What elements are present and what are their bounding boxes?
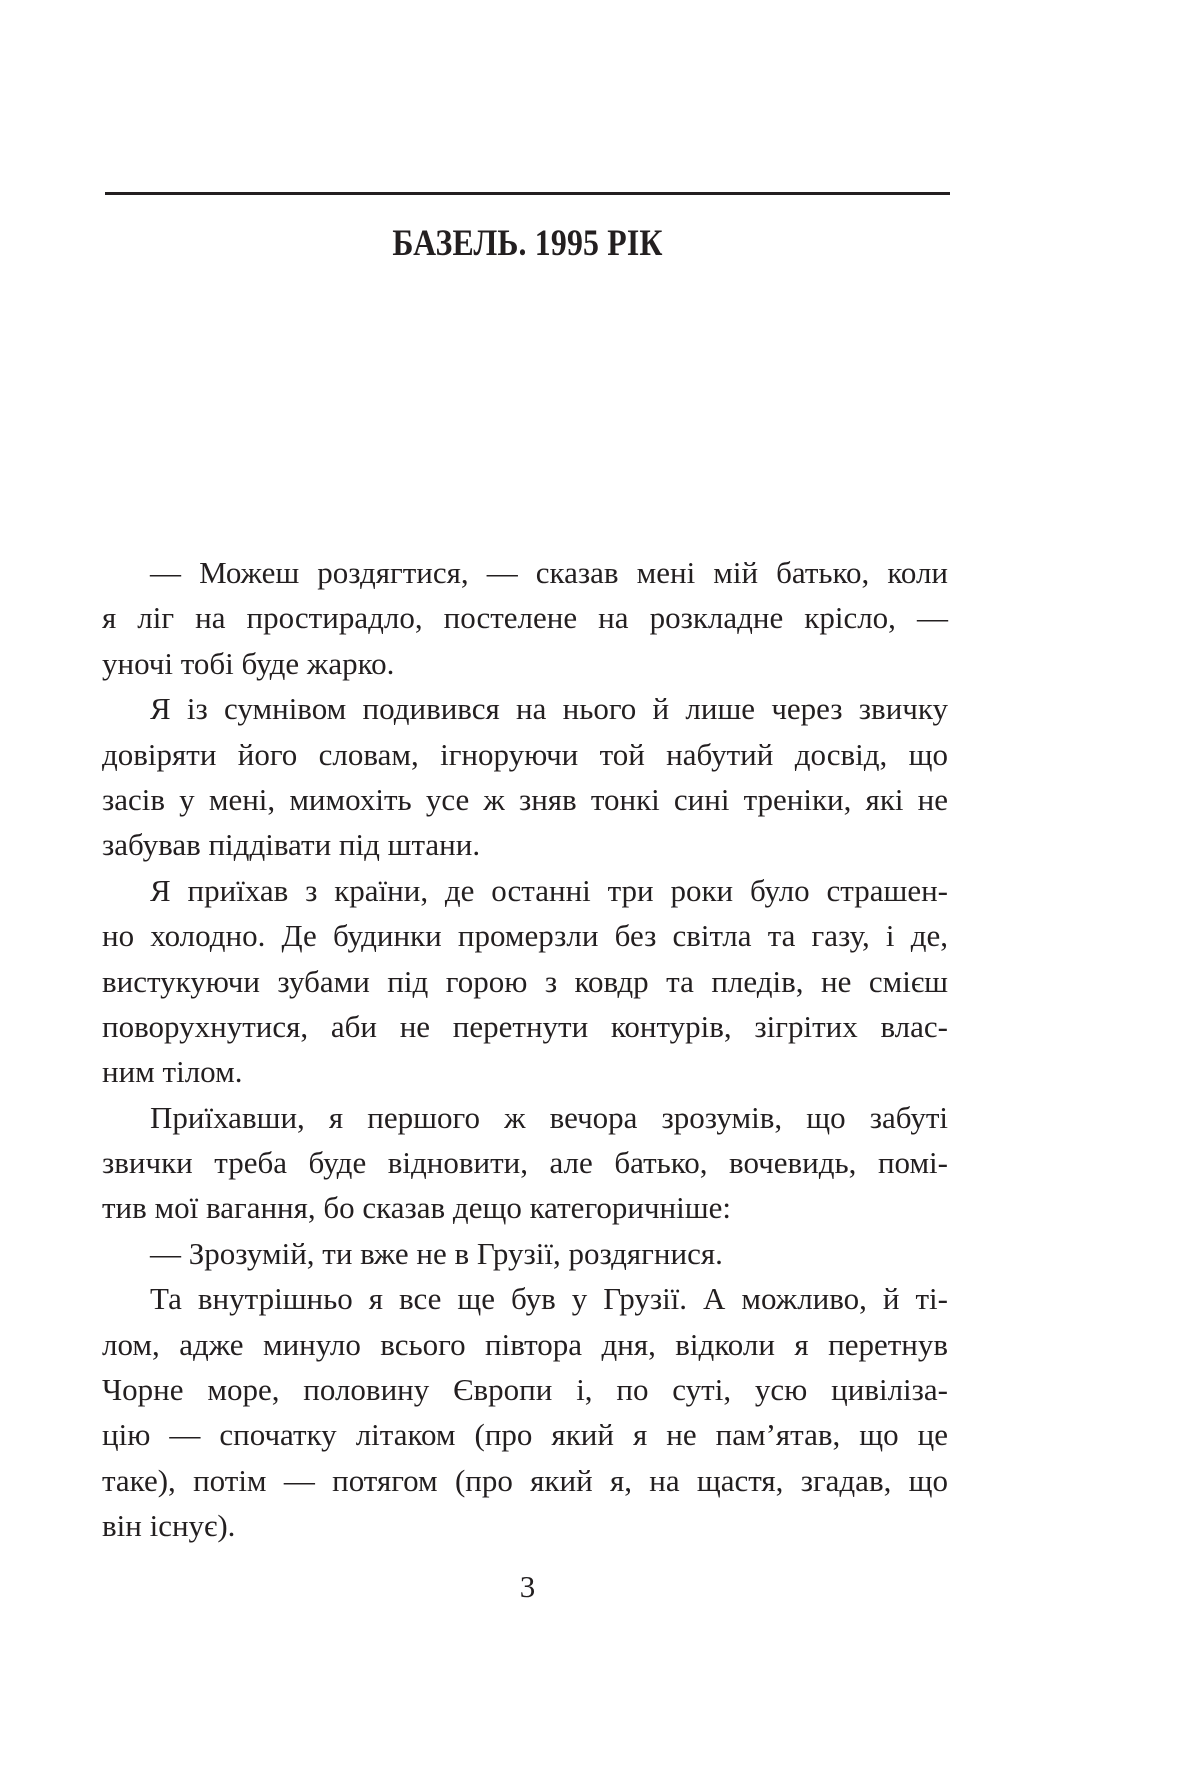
- text-line: ним тілом.: [102, 1054, 243, 1090]
- text-line: поворухнутися, аби не перетнути контурів, зігрітих влас-: [102, 1008, 948, 1044]
- text-line: довіряти його словам, ігноруючи той набутий досвід, що: [102, 736, 948, 772]
- chapter-top-rule: [105, 192, 950, 195]
- text-line: цію — спочатку літаком (про який я не пам’ятав, що це: [102, 1417, 948, 1453]
- paragraph-1: [102, 550, 948, 686]
- text-line: засів у мені, мимохіть усе ж зняв тонкі сині треніки, які не: [102, 781, 948, 817]
- text-line: но холодно. Де будинки промерзли без світла та газу, і де,: [102, 918, 948, 954]
- text-line: — Можеш роздягтися, — сказав мені мій батько, коли: [150, 555, 948, 590]
- text-line: таке), потім — потягом (про який я, на щастя, згадав, що: [102, 1462, 948, 1498]
- text-line: лом, адже минуло всього півтора дня, відколи я перетнув: [102, 1326, 948, 1362]
- paragraph-2: [102, 686, 948, 868]
- chapter-title: БАЗЕЛЬ. 1995 РІК: [392, 223, 663, 264]
- text-line: Я із сумнівом подивився на нього й лише через звичку: [150, 691, 948, 727]
- text-line: він існує).: [102, 1508, 236, 1544]
- text-line: звички треба буде відновити, але батько, вочевидь, помі-: [102, 1145, 948, 1181]
- text-line: — Зрозумій, ти вже не в Грузії, роздягнися.: [150, 1235, 723, 1271]
- chapter-body: [102, 550, 948, 1549]
- text-line: я ліг на простирадло, постелене на розкладне крісло, —: [102, 600, 948, 636]
- paragraph-3: [102, 868, 948, 1095]
- text-line: Приїхавши, я першого ж вечора зрозумів, що забуті: [150, 1099, 948, 1135]
- text-line: Чорне море, половину Європи і, по суті, усю цивіліза-: [102, 1372, 948, 1408]
- text-line: уночі тобі буде жарко.: [102, 645, 395, 681]
- paragraph-4: [102, 1095, 948, 1231]
- text-line: Я приїхав з країни, де останні три роки було страшен-: [150, 872, 948, 908]
- paragraph-6: [102, 1276, 948, 1548]
- page-number: 3: [519, 1569, 536, 1604]
- text-line: тив мої вагання, бо сказав дещо категоричніше:: [102, 1190, 732, 1226]
- text-line: забував піддівати під штани.: [102, 827, 481, 863]
- text-line: вистукуючи зубами під горою з ковдр та пледів, не смієш: [102, 963, 948, 999]
- text-line: Та внутрішньо я все ще був у Грузії. А можливо, й ті-: [150, 1281, 948, 1317]
- paragraph-5: [102, 1231, 948, 1276]
